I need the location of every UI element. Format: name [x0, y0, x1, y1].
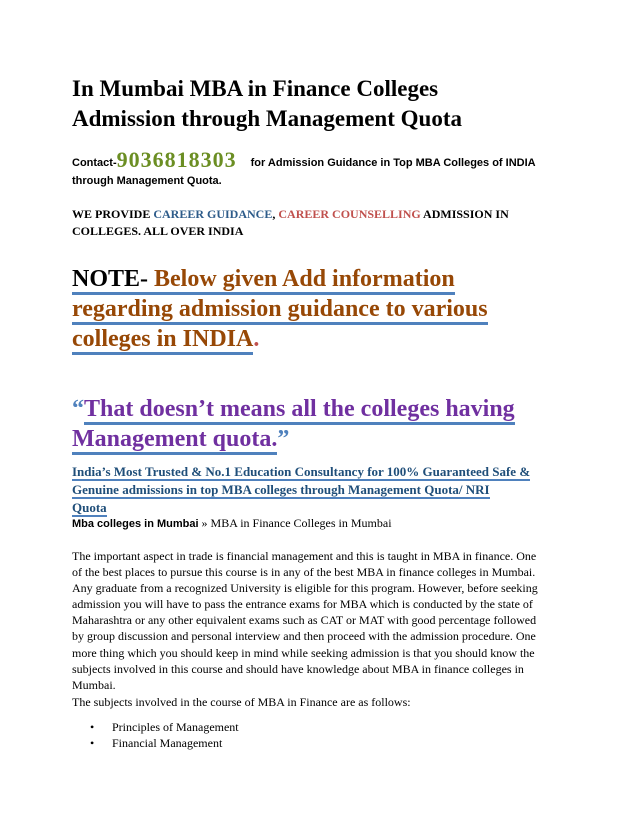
paragraph-line: The important aspect in trade is financial management and this is taught in MBA in finance. One: [72, 549, 537, 563]
note-dot: .: [253, 326, 260, 352]
disclaimer-quote: [72, 394, 572, 454]
list-item-label: Principles of Management: [112, 720, 239, 734]
paragraph-line: Mumbai.: [72, 677, 116, 692]
services-statement: [72, 206, 572, 240]
list-item: [90, 719, 570, 735]
breadcrumb-current: MBA in Finance Colleges in Mumbai: [210, 516, 392, 530]
paragraph-line: Maharashtra or any other equivalent exams such as CAT or MAT with good percentage followed: [72, 613, 537, 628]
bullet-icon: •: [90, 720, 95, 734]
subjects-list: [90, 719, 570, 751]
career-counselling-link[interactable]: CAREER COUNSELLING: [278, 207, 421, 221]
list-item: [90, 735, 570, 751]
paragraph-line: subjects involved in this course and should have knowledge about MBA in finance colleges in: [72, 661, 524, 676]
note-label: NOTE-: [72, 266, 148, 295]
services-comma: ,: [272, 207, 279, 221]
breadcrumb-link[interactable]: Mba colleges in Mumbai: [72, 518, 199, 530]
breadcrumb: [72, 515, 572, 532]
contact-guidance-text: for Admission Guidance in Top MBA Colleges of INDIA: [250, 157, 536, 169]
document-title: [72, 74, 572, 134]
subjects-intro: The subjects involved in the course of MBA in Finance are as follows:: [72, 695, 411, 709]
contact-block: [72, 149, 592, 192]
title-line: In Mumbai MBA in Finance Colleges: [72, 76, 439, 101]
trusted-text: India’s Most Trusted & No.1 Education Consultancy for 100% Guaranteed Safe &: [72, 464, 531, 479]
services-prefix: WE PROVIDE: [72, 207, 154, 221]
title-line: Admission through Management Quota: [72, 106, 462, 131]
list-item-label: Financial Management: [112, 736, 223, 750]
services-line2: COLLEGES. ALL OVER INDIA: [72, 224, 244, 238]
phone-number[interactable]: 9036818303: [116, 147, 237, 172]
body-paragraph: [72, 548, 568, 693]
paragraph-line: Any graduate from a recognized University is eligible for this program. However, before seeking: [72, 581, 538, 596]
note-text: Below given Add information: [148, 266, 455, 295]
note-text: regarding admission guidance to various: [72, 296, 488, 325]
quote-text: Management quota.: [72, 426, 277, 455]
breadcrumb-separator: »: [198, 516, 211, 530]
trusted-consultancy-heading: [72, 463, 572, 517]
bullet-icon: •: [90, 736, 95, 750]
trusted-text: Genuine admissions in top MBA colleges through Management Quota/ NRI: [72, 482, 490, 497]
paragraph-line: by group discussion and personal interview and then proceed with the admission procedure. One: [72, 629, 536, 644]
quote-text: That doesn’t means all the colleges having: [84, 396, 515, 425]
contact-guidance-text-cont: through Management Quota.: [72, 175, 222, 187]
paragraph-line: of the best places to pursue this course is in any of the best MBA in finance colleges in Mumbai.: [72, 565, 536, 580]
paragraph-line: admission you will have to pass the entrance exams for MBA which is conducted by the state of: [72, 597, 533, 612]
services-suffix: ADMISSION IN: [420, 207, 509, 221]
career-guidance-link[interactable]: CAREER GUIDANCE: [153, 207, 273, 221]
quote-open: “: [72, 396, 84, 422]
paragraph-line: more thing which you should keep in mind while seeking admission is that you should know the: [72, 645, 535, 660]
trusted-text: Quota: [72, 500, 107, 515]
note-heading: [72, 264, 572, 354]
contact-label: Contact-: [72, 157, 117, 169]
quote-close: ”: [277, 426, 290, 452]
note-text: colleges in INDIA: [72, 326, 253, 355]
